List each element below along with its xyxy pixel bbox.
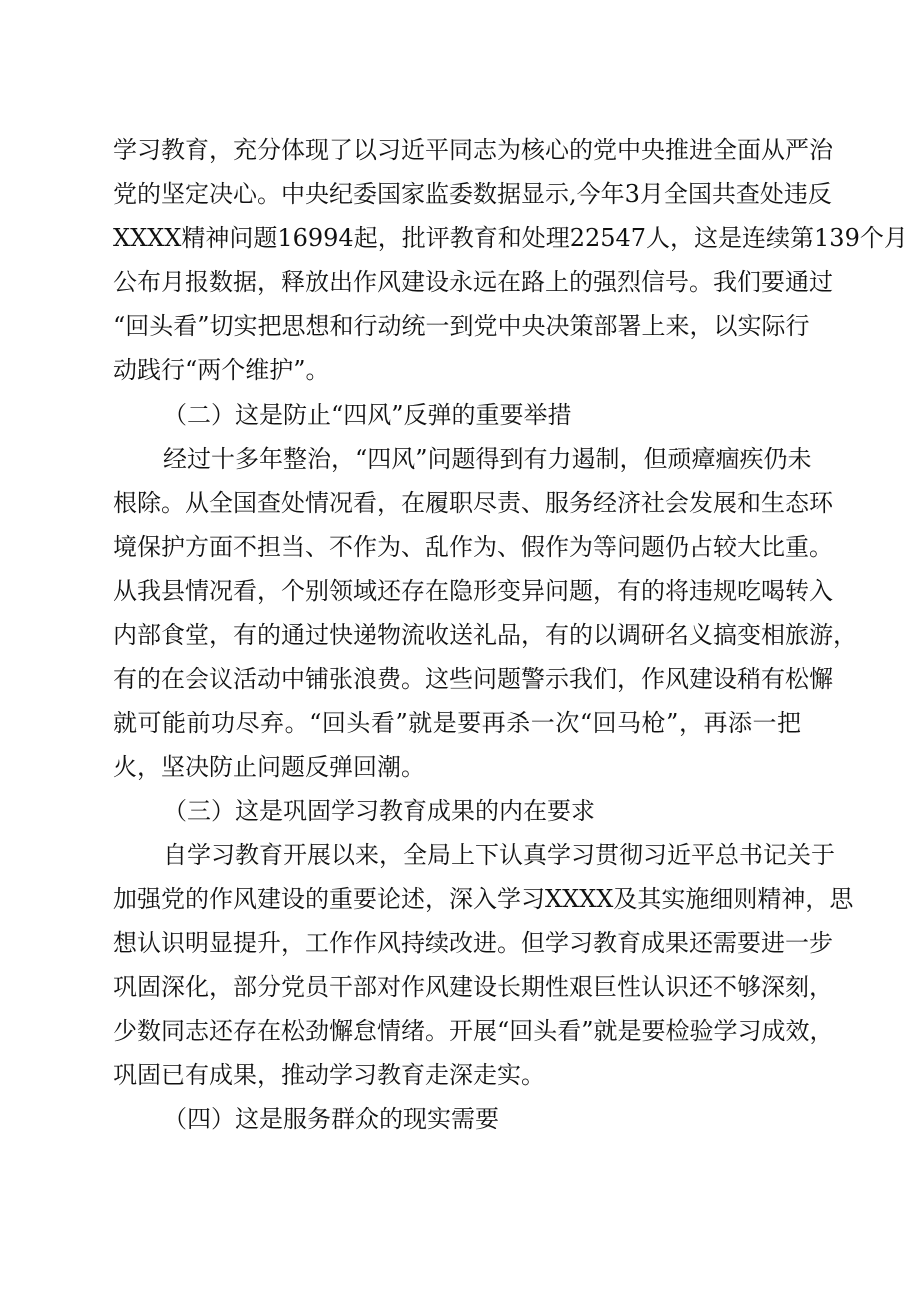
paragraph-line: XXXX精神问题16994起，批评教育和处理22547人，这是连续第139个月 [113, 224, 908, 252]
section-heading: （二）这是防止“四风”反弹的重要举措 [163, 401, 572, 429]
paragraph-line: 自学习教育开展以来，全局上下认真学习贯彻习近平总书记关于 [163, 841, 835, 869]
paragraph-line: 境保护方面不担当、不作为、乱作为、假作为等问题仍占较大比重。 [113, 533, 833, 561]
paragraph-line: 少数同志还存在松劲懈怠情绪。开展“回头看”就是要检验学习成效， [113, 1017, 834, 1045]
section-heading: （四）这是服务群众的现实需要 [163, 1105, 499, 1133]
paragraph-line: “回头看”切实把思想和行动统一到党中央决策部署上来，以实际行 [113, 312, 810, 340]
paragraph-line: 公布月报数据，释放出作风建设永远在路上的强烈信号。我们要通过 [113, 268, 833, 296]
paragraph-line: 动践行“两个维护”。 [113, 356, 330, 384]
paragraph-line: 经过十多年整治，“四风”问题得到有力遏制，但顽瘴痼疾仍未 [163, 445, 812, 473]
paragraph-line: 就可能前功尽弃。“回头看”就是要再杀一次“回马枪”，再添一把 [113, 709, 801, 737]
paragraph-line: 从我县情况看，个别领域还存在隐形变异问题，有的将违规吃喝转入 [113, 577, 833, 605]
paragraph-line: 内部食堂，有的通过快递物流收送礼品，有的以调研名义搞变相旅游， [113, 621, 857, 649]
paragraph-line: 党的坚定决心。中央纪委国家监委数据显示,今年3月全国共查处违反 [113, 180, 832, 208]
paragraph-line: 有的在会议活动中铺张浪费。这些问题警示我们，作风建设稍有松懈 [113, 665, 833, 693]
paragraph-line: 火，坚决防止问题反弹回潮。 [113, 753, 425, 781]
paragraph-line: 想认识明显提升，工作作风持续改进。但学习教育成果还需要进一步 [113, 929, 833, 957]
paragraph-line: 根除。从全国查处情况看，在履职尽责、服务经济社会发展和生态环 [113, 489, 833, 517]
paragraph-line: 巩固深化，部分党员干部对作风建设长期性艰巨性认识还不够深刻， [113, 973, 833, 1001]
paragraph-line: 学习教育，充分体现了以习近平同志为核心的党中央推进全面从严治 [113, 136, 833, 164]
section-heading: （三）这是巩固学习教育成果的内在要求 [163, 797, 595, 825]
paragraph-line: 加强党的作风建设的重要论述，深入学习XXXX及其实施细则精神，思 [113, 885, 854, 913]
paragraph-line: 巩固已有成果，推动学习教育走深走实。 [113, 1061, 545, 1089]
